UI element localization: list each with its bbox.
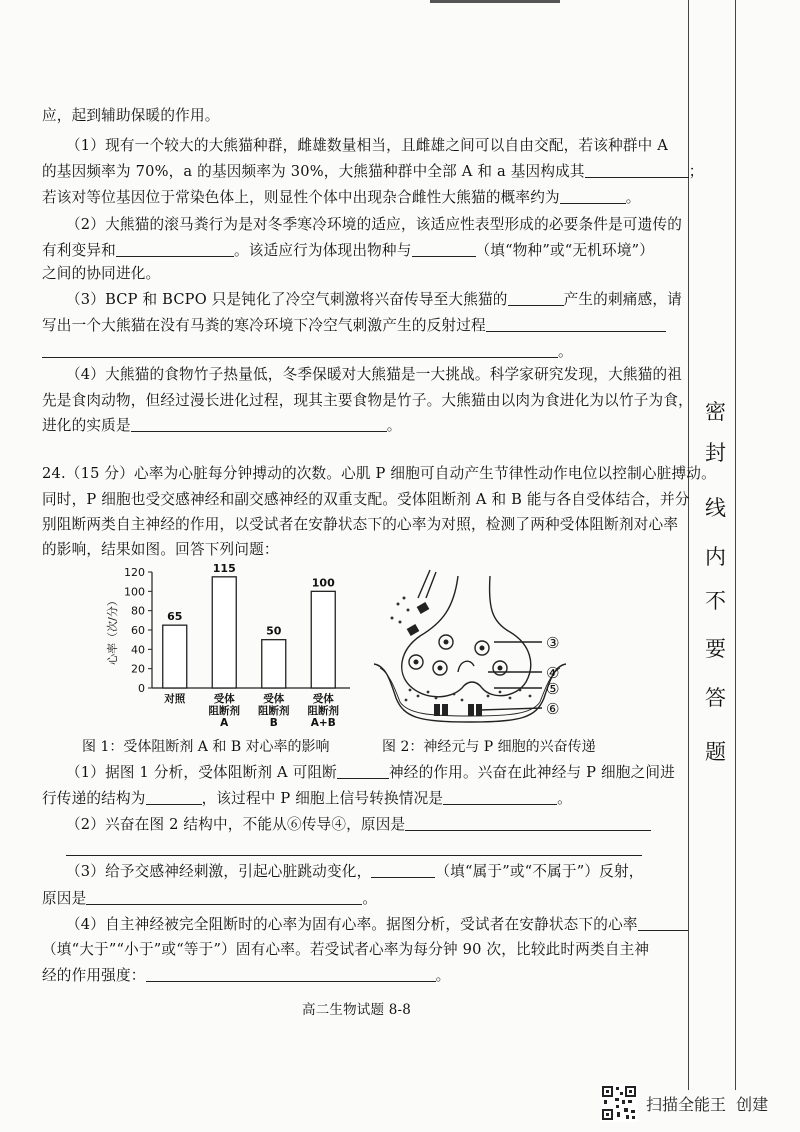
seal-char: 答 <box>705 686 726 710</box>
bar-value-label: 65 <box>167 610 183 624</box>
q23-part2-line3: 之间的协同进化。 <box>42 265 161 282</box>
answer-blank[interactable] <box>42 342 558 358</box>
text: 有利变异和 <box>42 242 116 259</box>
receptor <box>476 704 482 716</box>
text: （2）兴奋在图 2 结构中，不能从⑥传导④，原因是 <box>66 816 406 833</box>
q24-sub1-line1 <box>66 763 675 783</box>
bar <box>212 577 236 688</box>
y-tick-label: 0 <box>138 682 145 695</box>
category-label: 对照 <box>164 693 186 705</box>
answer-blank[interactable] <box>405 815 651 831</box>
y-tick-label: 40 <box>131 643 145 657</box>
exocytosis <box>458 661 474 672</box>
answer-blank[interactable] <box>337 763 389 779</box>
text: 神经的作用。兴奋在此神经与 P 细胞之间进 <box>388 764 675 781</box>
answer-blank[interactable] <box>508 290 564 306</box>
q23-part4-line1: （4）大熊猫的食物竹子热量低，冬季保暖对大熊猫是一大挑战。科学家研究发现，大熊猫的祖 <box>66 366 683 383</box>
q24-stem-line1: 24.（15 分）心率为心脏每分钟搏动的次数。心肌 P 细胞可自动产生节律性动作电位以控制心脏搏动。 <box>42 465 716 482</box>
text: （填“属于”或“不属于”）反射， <box>435 863 644 880</box>
text: 经的作用强度： <box>42 967 146 984</box>
q24-sub4-line2: （填“大于”“小于”或“等于”）固有心率。若受试者心率为每分钟 90 次，比较此时两类自主神 <box>42 941 650 958</box>
page-footer: 高二生物试题 8-8 <box>302 1002 412 1018</box>
text: （1）据图 1 分析，受体阻断剂 A 可阻断 <box>66 764 337 781</box>
label-5: ⑤ <box>546 680 560 698</box>
answer-blank[interactable] <box>131 416 387 432</box>
q24-sub4-line3 <box>42 966 450 986</box>
answer-blank[interactable] <box>116 241 234 257</box>
q24-stem-line2: 同时，P 细胞也受交感神经和副交感神经的双重支配。受体阻断剂 A 和 B 能与各自受体结合，并分 <box>42 491 690 508</box>
q23-part4-line2: 先是食肉动物，但经过漫长进化过程，现其主要食物是竹子。大熊猫由以肉为食进化为以竹子为食， <box>42 392 693 409</box>
text: 。 <box>557 790 572 807</box>
q23-part2-line2 <box>42 241 654 261</box>
category-label: 受体 <box>312 693 334 705</box>
synapse-diagram <box>370 568 590 738</box>
label-3: ③ <box>546 634 560 652</box>
q23-part2-line1: （2）大熊猫的滚马粪行为是对冬季寒冷环境的适应，该适应性表型形成的必要条件是可遗传的 <box>66 216 683 233</box>
answer-blank[interactable] <box>585 162 689 178</box>
category-label: A+B <box>310 717 336 729</box>
axon-terminal <box>402 576 531 697</box>
category-label: B <box>269 717 278 729</box>
q24-sub1-line2 <box>42 789 572 809</box>
category-label: 受体 <box>263 693 285 705</box>
bar-value-label: 115 <box>212 561 236 575</box>
figure1-caption: 图 1：受体阻断剂 A 和 B 对心率的影响 <box>82 739 330 755</box>
q23-part1-line2 <box>42 162 704 182</box>
q23-part4-line3 <box>42 416 402 436</box>
q24-sub3-line2 <box>42 889 377 909</box>
answer-blank[interactable] <box>412 241 476 257</box>
answer-blank[interactable] <box>146 966 436 982</box>
answer-blank[interactable] <box>638 915 688 931</box>
text: 。 <box>558 343 573 360</box>
y-axis-label: 心率（次/分） <box>106 595 119 665</box>
q23-part3-line3 <box>42 342 573 362</box>
text: 行传递的结构为 <box>42 790 146 807</box>
y-tick-label: 80 <box>131 604 145 618</box>
answer-blank[interactable] <box>371 862 435 878</box>
q23-part1-line3 <box>42 188 641 208</box>
text: ； <box>688 163 704 180</box>
text: 若该对等位基因位于常染色体上，则显性个体中出现杂合雌性大熊猫的概率约为 <box>42 189 560 206</box>
text: 写出一个大熊猫在没有马粪的寒冷环境下冷空气刺激产生的反射过程 <box>42 317 486 334</box>
label-4: ④ <box>546 664 560 682</box>
seal-char: 题 <box>705 740 726 764</box>
bar <box>262 640 286 688</box>
q24-sub4-line1 <box>66 915 688 935</box>
answer-blank[interactable] <box>66 840 642 856</box>
seal-char: 内 <box>705 545 726 569</box>
category-label: A <box>220 717 229 729</box>
receptor <box>468 704 474 716</box>
figure2-caption: 图 2：神经元与 P 细胞的兴奋传递 <box>382 739 596 755</box>
top-edge-mark <box>430 0 560 3</box>
seal-char: 密 <box>705 400 726 424</box>
y-tick-label: 100 <box>124 585 145 599</box>
heart-rate-bar-chart <box>92 560 352 730</box>
seal-char: 要 <box>705 637 726 661</box>
answer-blank[interactable] <box>86 889 362 905</box>
bar <box>163 625 187 688</box>
q24-stem-line4: 的影响，结果如图。回答下列问题： <box>42 541 279 558</box>
ion-channel <box>417 602 430 614</box>
text: （4）自主神经被完全阻断时的心率为固有心率。据图分析，受试者在安静状态下的心率 <box>66 916 638 933</box>
text: 产生的刺痛感，请 <box>563 291 682 308</box>
text: 的基因频率为 70%，a 的基因频率为 30%，大熊猫种群中全部 A 和 a 基因构成其 <box>42 163 585 180</box>
text: （3）BCP 和 BCPO 只是钝化了冷空气刺激将兴奋传导至大熊猫的 <box>66 291 508 308</box>
y-tick-label: 120 <box>124 566 145 579</box>
text: （3）给予交感神经刺激，引起心脏跳动变化， <box>66 863 372 880</box>
answer-blank[interactable] <box>443 789 557 805</box>
category-label: 阻断剂 <box>258 705 290 717</box>
category-label: 受体 <box>213 693 235 705</box>
category-label: 阻断剂 <box>307 705 339 717</box>
text: 。 <box>362 890 378 907</box>
bar <box>311 591 335 688</box>
receptor <box>442 704 448 716</box>
seal-char: 线 <box>705 496 726 520</box>
bar-value-label: 100 <box>311 576 335 590</box>
qr-code-icon <box>600 1084 638 1122</box>
text: 。该适应行为体现出物种与 <box>233 242 412 259</box>
text: 。 <box>386 417 402 434</box>
q23-part3-line1 <box>66 290 682 310</box>
answer-blank[interactable] <box>560 188 626 204</box>
answer-blank[interactable] <box>146 789 202 805</box>
ion-channel <box>407 624 420 636</box>
q24-sub3-line1 <box>66 862 644 882</box>
q23-intro-tail: 应，起到辅助保暖的作用。 <box>42 107 220 124</box>
text: 。 <box>625 189 641 206</box>
category-label: 阻断剂 <box>208 705 240 717</box>
q24-stem-line3: 别阻断两类自主神经的作用，以受试者在安静状态下的心率为对照，检测了两种受体阻断剂对心率 <box>42 516 679 533</box>
text: 进化的实质是 <box>42 417 131 434</box>
receptor <box>434 704 440 716</box>
label-6: ⑥ <box>546 700 560 718</box>
text: 。 <box>435 967 451 984</box>
seal-char: 不 <box>705 589 726 613</box>
q24-sub2-line1 <box>66 815 651 835</box>
text: （填“物种”或“无机环境”） <box>475 242 655 259</box>
chart-layer <box>105 562 350 729</box>
answer-blank[interactable] <box>486 316 666 332</box>
y-tick-label: 60 <box>131 624 145 637</box>
bar-value-label: 50 <box>266 624 282 638</box>
binding-line-right <box>735 0 736 1090</box>
scanner-watermark: 扫描全能王 创建 <box>646 1095 769 1114</box>
q23-part3-line2 <box>42 316 666 336</box>
text: ，该过程中 P 细胞上信号转换情况是 <box>201 790 444 807</box>
q23-part1-line1: （1）现有一个较大的大熊猫种群，雌雄数量相当，且雌雄之间可以自由交配，若该种群中 A <box>66 137 669 154</box>
text: 原因是 <box>42 890 87 907</box>
y-tick-label: 20 <box>131 662 145 676</box>
seal-char: 封 <box>705 441 726 465</box>
